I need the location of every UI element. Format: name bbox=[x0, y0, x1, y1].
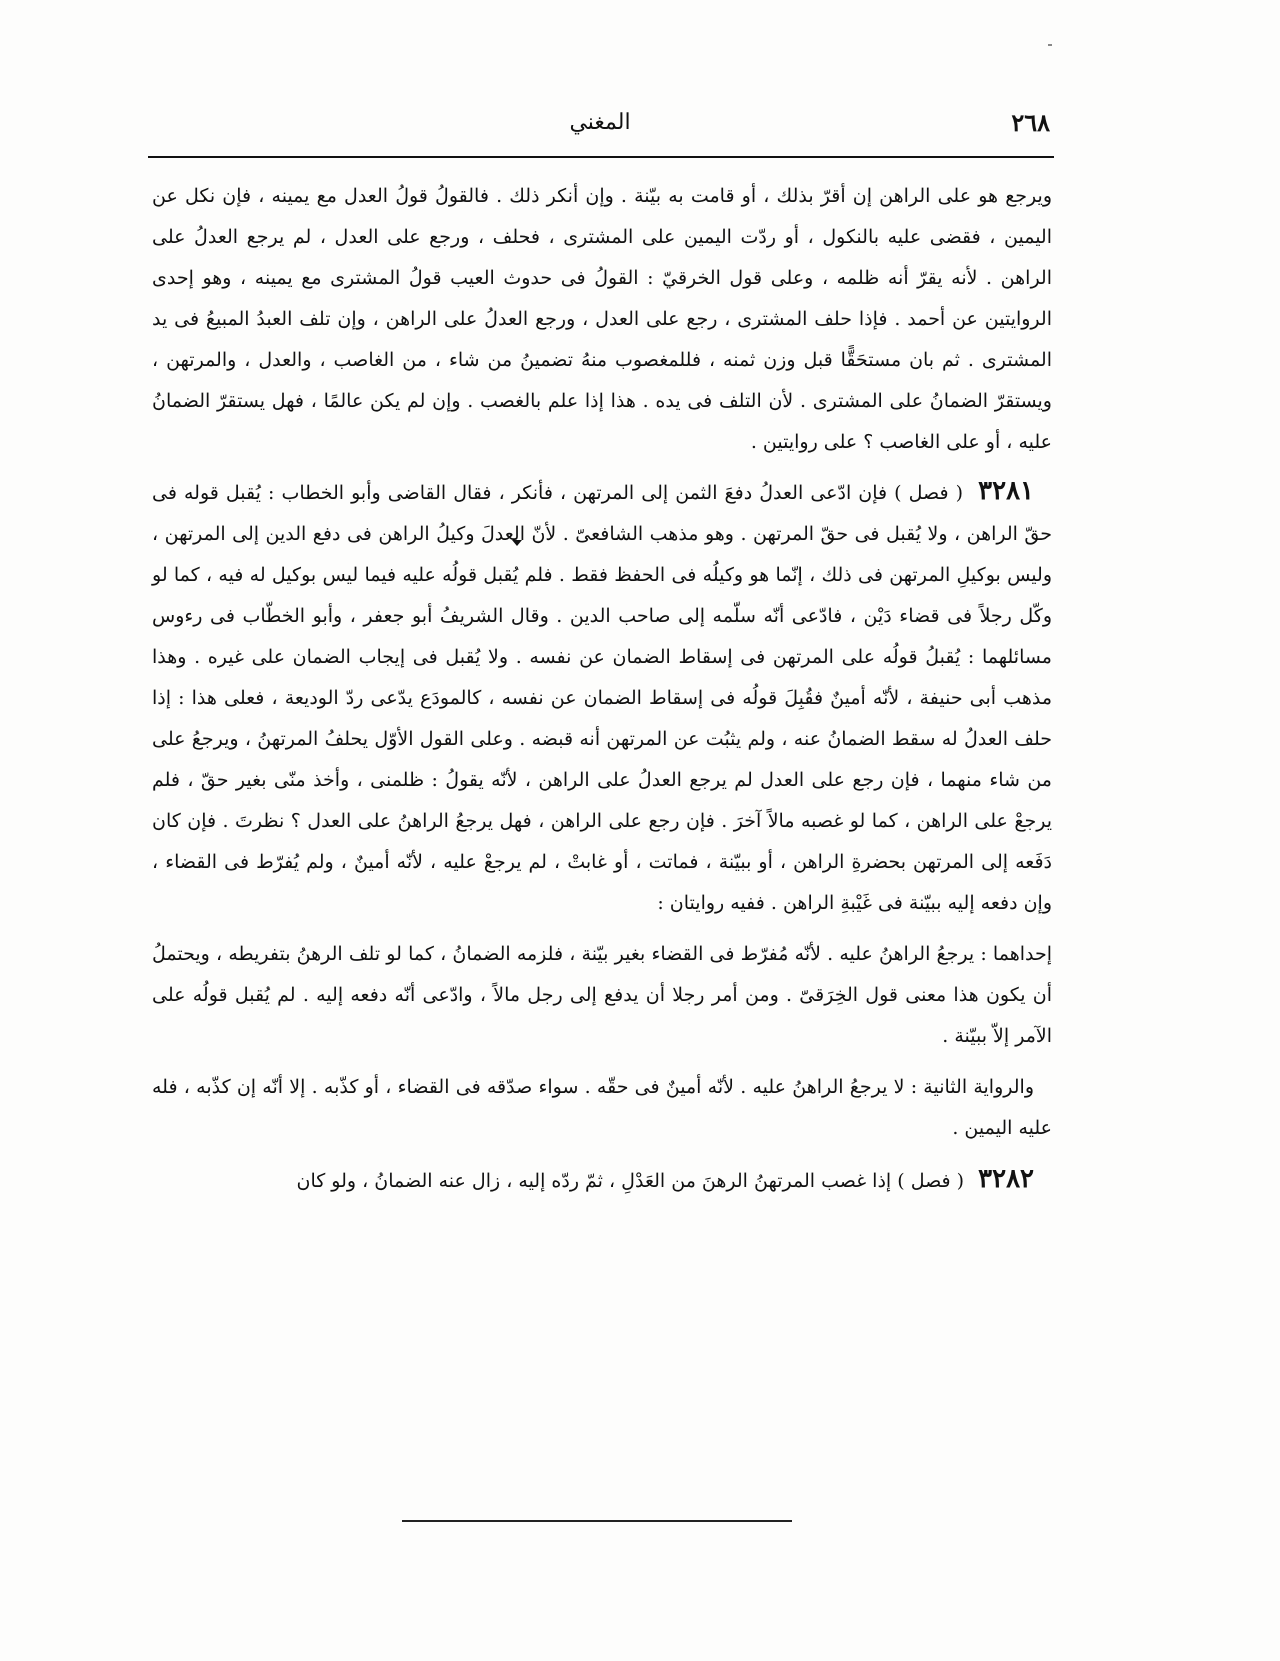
paragraph-section-3282 bbox=[152, 1159, 1052, 1202]
footer-rule bbox=[402, 1520, 792, 1522]
section-number-3281: ٣٢٨١ bbox=[978, 476, 1034, 506]
section-number-3282: ٣٢٨٢ bbox=[978, 1164, 1034, 1194]
paragraph-1: ويرجع هو على الراهن إن أقرّ بذلك ، أو قامت به بيّنة . وإن أنكر ذلك . فالقولُ قولُ العدل مع يمينه ، فإن نكل عن اليمين ، فقضى عليه بالنكول ، أو ردّت اليمين على المشترى ، فحلف ، ورجع على العدل ، لم يرجع العدلُ على الراهن . لأنه يقرّ أنه ظلمه ، وعلى قول الخرقيّ : القولُ فى حدوث العيب قولُ المشترى مع يمينه ، وهو إحدى الروايتين عن أحمد . فإذا حلف المشترى ، رجع على العدل ، ورجع العدلُ على الراهن ، وإن تلف العبدُ المبيعُ فى يد المشترى . ثم بان مستحَقًّا قبل وزن ثمنه ، فللمغصوب منهُ تضمينُ من شاء ، من الغاصب ، والعدل ، والمرتهن ، ويستقرّ الضمانُ على المشترى . لأن التلف فى يده . هذا إذا علم بالغصب . وإن لم يكن عالمًا ، فهل يستقرّ الضمانُ عليه ، أو على الغاصب ؟ على روايتين . bbox=[152, 185, 1052, 453]
paragraph-first-narration: إحداهما : يرجعُ الراهنُ عليه . لأنّه مُفرّط فى القضاء بغير بيّنة ، فلزمه الضمانُ ، كما لو تلف الرهنُ بتفريطه ، ويحتملُ أن يكون هذا معنى قول الخِرَقىّ . ومن أمر رجلا أن يدفع إلى رجل مالاً ، وادّعى أنّه دفعه إليه . لم يُقبل قولُه على الآمر إلاّ ببيّنة . bbox=[152, 943, 1052, 1047]
corner-mark bbox=[1048, 44, 1052, 46]
paragraph-second-narration: والرواية الثانية : لا يرجعُ الراهنُ عليه . لأنّه أمينٌ فى حقّه . سواء صدّقه فى القضاء ، أو كذّبه . إلا أنّه إن كذّبه ، فله عليه اليمين . bbox=[152, 1076, 1052, 1139]
section-3281-text: ( فصل ) فإن ادّعى العدلُ دفعَ الثمن إلى المرتهن ، فأنكر ، فقال القاضى وأبو الخطاب : يُقبل قوله فى حقّ الراهن ، ولا يُقبل فى حقّ المرتهن . وهو مذهب الشافعىّ . لأنّ العدلَ وكيلُ الراهن فى دفع الدين إلى المرتهن ، وليس بوكيلِ المرتهن فى ذلك ، إنّما هو وكيلُه فى الحفظ فقط . فلم يُقبل قولُه عليه فيما ليس بوكيل له فيه ، كما لو وكّل رجلاً فى قضاء دَيْن ، فادّعى أنّه سلّمه إلى صاحب الدين . وقال الشريفُ أبو جعفر ، وأبو الخطّاب فى رءوس مسائلهما : يُقبلُ قولُه على المرتهن فى إسقاط الضمان عن نفسه . ولا يُقبل فى إيجاب الضمان على غيره . وهذا مذهب أبى حنيفة ، لأنّه أمينٌ فقُبِلَ قولُه فى إسقاط الضمان عن نفسه ، كالمودَع يدّعى ردّ الوديعة ، فعلى هذا : إذا حلف العدلُ له سقط الضمانُ عنه ، ولم يثبُت عن المرتهن أنه قبضه . وعلى القول الأوّل يحلفُ المرتهنُ ، ويرجعُ على من شاء منهما ، فإن رجع على العدل لم يرجع العدلُ على الراهن ، لأنّه يقولُ : ظلمنى ، وأخذ منّى بغير حقّ ، فلم يرجعْ على الراهن ، كما لو غصبه مالاً آخرَ . فإن رجع على الراهن ، فهل يرجعُ الراهنُ على العدل ؟ نظرتَ . فإن كان دَفَعه إلى المرتهن بحضرةِ الراهن ، أو ببيّنة ، فماتت ، أو غابتْ ، لم يرجعْ عليه ، لأنّه أمينٌ ، ولم يُفرّط فى القضاء ، وإن دفعه إليه ببيّنة فى غَيْبةِ الراهن . ففيه روايتان : bbox=[152, 482, 1052, 914]
page-header bbox=[150, 108, 1050, 148]
paragraph-section-3281 bbox=[152, 471, 1052, 924]
running-title: المغني bbox=[569, 110, 631, 135]
header-rule bbox=[148, 156, 1054, 158]
scan-mark bbox=[512, 540, 522, 546]
page-number: ٢٦٨ bbox=[1011, 108, 1050, 137]
section-3282-text: ( فصل ) إذا غصب المرتهنُ الرهنَ من العَدْلِ ، ثمّ ردّه إليه ، زال عنه الضمانُ ، ولو كان bbox=[296, 1170, 965, 1192]
page-body bbox=[152, 176, 1052, 1212]
